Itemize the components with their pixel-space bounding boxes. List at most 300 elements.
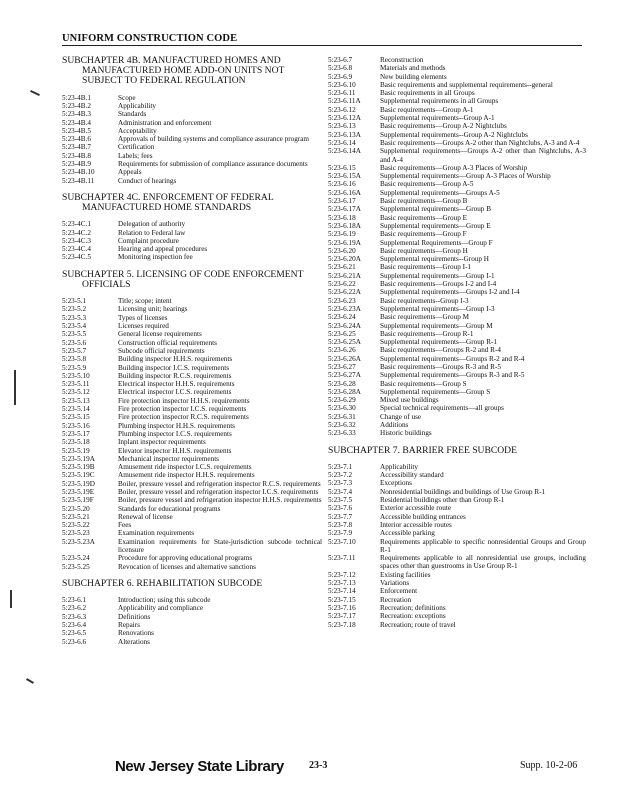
toc-entry [62,388,322,396]
section-number: 5:23-5.23A [62,537,95,546]
section-title: Basic requirements—Group E [380,213,468,222]
subchapter-heading-line: MANUFACTURED HOME ADD-ON UNITS NOT [82,65,285,77]
section-number: 5:23-6.26A [328,354,361,363]
toc-section [62,193,322,262]
section-title: Approvals of building systems and compliance assurance program [118,135,310,144]
section-title: Amusement ride inspector H.H.S. requirements [118,471,255,480]
section-title: Basic requirements—Groups R-3 and R-5 [380,362,501,371]
toc-entry [62,488,322,496]
section-number: 5:23-6.10 [328,80,356,89]
subchapter-heading-line: SUBCHAPTER 4B. MANUFACTURED HOMES AND [62,55,281,66]
section-title: Renewal of license [118,512,173,521]
toc-entry [328,205,586,213]
section-number: 5:23-6.27A [328,371,361,380]
toc-entry [62,397,322,405]
section-title: Supplemental requirements—Groups A-5 [380,188,500,197]
section-number: 5:23-6.18 [328,213,356,222]
section-title: Types of licenses [118,313,168,322]
section-title: Elevator inspector H.H.S. requirements [118,446,232,455]
toc-entry [328,479,586,487]
section-number: 5:23-6.4 [62,621,87,630]
toc-entry [328,355,586,363]
section-title: Boiler, pressure vessel and refrigeration inspector I.C.S. requirements [118,488,319,496]
toc-entry [328,131,586,139]
toc-entry [328,305,586,313]
toc-entry [328,81,586,89]
toc-entry [62,94,322,102]
section-title: Fees [118,521,132,530]
toc-entry [328,222,586,230]
section-number: 5:23-5.19A [62,454,95,463]
section-title: Applicability and compliance [118,604,204,613]
section-number: 5:23-6.28A [328,387,361,396]
subchapter-heading [62,56,322,87]
toc-entry [62,339,322,347]
toc-entry [328,56,586,64]
toc-entry [328,596,586,604]
toc-entry [328,189,586,197]
section-number: 5:23-6.23 [328,296,356,305]
section-number: 5:23-6.22A [328,288,361,297]
toc-entry [62,513,322,521]
section-title: Basic requirements—Group B [380,197,468,206]
section-number: 5:23-6.8 [328,64,353,73]
toc-entry [328,554,586,571]
section-number: 5:23-7.12 [328,570,356,579]
section-number: 5:23-6.17 [328,197,356,206]
section-title: Applicability [118,101,156,110]
section-number: 5:23-7.1 [328,462,353,471]
section-title: Supplemental requirements—Group R-1 [380,338,497,347]
section-number: 5:23-5.16 [62,421,90,430]
section-number: 5:23-5.25 [62,562,90,571]
section-title: Procedure for approving educational programs [118,554,253,563]
subchapter-heading-line: SUBCHAPTER 6. REHABILITATION SUBCODE [62,577,263,589]
section-number: 5:23-4B.11 [62,176,95,185]
section-title: Supplemental requirements--Group A-2 Nightclubs [380,130,528,139]
section-title: Building inspector I.C.S. requirements [118,363,229,372]
section-number: 5:23-6.20A [328,255,361,264]
toc-entry [328,297,586,305]
section-number: 5:23-6.21 [328,263,356,272]
section-title: Licensing unit; hearings [118,305,188,314]
section-number: 5:23-5.10 [62,371,90,380]
toc-entry [328,380,586,388]
section-number: 5:23-5.1 [62,297,87,306]
toc-entry [328,521,586,529]
section-title: Basic requirements—Groups R-2 and R-4 [380,346,501,355]
section-title: Historic buildings [380,429,432,438]
section-number: 5:23-6.15A [328,172,361,181]
section-title: Title; scope; intent [118,297,172,306]
toc-entry [62,496,322,504]
section-title: Accessible building entrances [380,512,466,521]
toc-entry [62,220,322,228]
section-number: 5:23-6.16 [328,180,356,189]
section-title: Existing facilities [380,570,431,579]
section-title: Basic requirements and supplemental requirements--general [380,80,553,89]
section-title: Administration and enforcement [118,118,212,127]
section-title: Building inspector R.C.S. requirements [118,371,232,380]
section-title: Variations [380,579,410,588]
toc-entry [62,347,322,355]
toc-entry [62,538,322,555]
section-number: 5:23-6.29 [328,396,356,405]
toc-entry [62,613,322,621]
section-title: Basic requirements—Group A-3 Places of Worship [380,163,528,172]
toc-entry [328,106,586,114]
toc-entry [328,604,586,612]
section-title: Basic requirements—Group A-2 Nightclubs [380,122,507,131]
section-title: Hearing and appeal procedures [118,245,208,254]
section-number: 5:23-5.21 [62,512,90,521]
section-title: New building elements [380,72,447,81]
section-number: 5:23-6.16A [328,188,361,197]
toc-entry [62,143,322,151]
section-number: 5:23-5.4 [62,322,87,331]
toc-entry [62,330,322,338]
section-number: 5:23-6.26 [328,346,356,355]
section-number: 5:23-6.13 [328,122,356,131]
section-title: Building inspector H.H.S. requirements [118,355,233,364]
section-number: 5:23-5.5 [62,330,87,339]
section-title: Basic requirements—Group R-1 [380,329,474,338]
toc-entry [328,64,586,72]
toc-entry [328,164,586,172]
section-number: 5:23-6.23A [328,304,361,313]
section-number: 5:23-6.9 [328,72,353,81]
toc-entry [328,239,586,247]
section-title: Renovations [118,629,154,638]
toc-entry [328,255,586,263]
scan-mark [30,90,40,96]
section-title: Basic requirements—Groups I-2 and I-4 [380,280,497,289]
header-rule [62,45,582,46]
section-title: Revocation of licenses and alternative sanctions [118,562,256,571]
section-number: 5:23-5.20 [62,504,90,513]
section-number: 5:23-6.25 [328,329,356,338]
toc-entry [328,488,586,496]
toc-entry [62,253,322,261]
section-title: Standards for educational programs [118,504,221,513]
section-title: Delegation of authority [118,220,186,229]
section-title: Supplemental requirements—Groups I-2 and I-4 [380,288,520,297]
toc-entry [328,587,586,595]
section-number: 5:23-7.18 [328,620,356,629]
section-title: Fire protection inspector R.C.S. requirements [118,413,249,422]
section-title: Examination requirements for State-jurisdiction subcode technical licensure [118,537,322,555]
section-number: 5:23-6.2 [62,604,87,613]
footer-page-number: 23-3 [309,760,328,771]
subchapter-heading-line: SUBCHAPTER 5. LICENSING OF CODE ENFORCEMENT [62,268,304,280]
toc-section [62,56,322,185]
section-number: 5:23-6.14 [328,138,356,147]
toc-entry [328,538,586,555]
toc-entry [328,139,586,147]
subchapter-heading-line: SUBJECT TO FEDERAL REGULATION [82,75,246,87]
toc-section [62,270,322,571]
section-title: Basic requirements—Group I-1 [380,263,472,272]
section-title: Requirements applicable to specific nonresidential Groups and Group R-1 [380,537,586,554]
toc-entry [328,471,586,479]
section-number: 5:23-6.19 [328,230,356,239]
section-number: 5:23-6.15 [328,163,356,172]
toc-entry [62,119,322,127]
section-number: 5:23-6.12 [328,105,356,114]
section-number: 5:23-5.24 [62,554,90,563]
section-number: 5:23-6.21A [328,271,361,280]
section-number: 5:23-6.32 [328,421,356,430]
section-number: 5:23-7.7 [328,512,353,521]
section-number: 5:23-6.24 [328,313,356,322]
toc-entry [62,505,322,513]
toc-entry [328,97,586,105]
section-title: Accessibility standard [380,471,444,480]
toc-entry [328,73,586,81]
toc-entry [62,322,322,330]
section-number: 5:23-6.18A [328,221,361,230]
section-title: Recreation; route of travel [380,620,456,629]
section-number: 5:23-6.20 [328,246,356,255]
toc-entry [328,114,586,122]
section-title: Exceptions [380,479,412,488]
section-title: Definitions [118,612,151,621]
subchapter-heading-line: MANUFACTURED HOME STANDARDS [82,202,252,214]
toc-entry [62,596,322,604]
subchapter-heading-line: SUBCHAPTER 4C. ENFORCEMENT OF FEDERAL [62,191,274,203]
scan-mark [26,678,34,684]
toc-entry [62,127,322,135]
toc-entry [62,563,322,571]
section-title: Basic requirements—Groups A-2 other than Nightclubs, A-3 and A-4 [380,138,580,147]
section-title: Standards [118,110,147,119]
toc-entry [328,263,586,271]
section-number: 5:23-6.12A [328,114,361,123]
section-title: Additions [380,421,409,430]
footer-library: New Jersey State Library [115,758,284,775]
toc-entry [62,405,322,413]
page-header-title: UNIFORM CONSTRUCTION CODE [62,33,238,44]
section-number: 5:23-6.11 [328,89,356,98]
subchapter-heading-line: SUBCHAPTER 7. BARRIER FREE SUBCODE [328,444,517,456]
section-title: Supplemental requirements in all Groups [380,97,499,106]
toc-entry [328,322,586,330]
section-number: 5:23-6.31 [328,412,356,421]
toc-entry [328,421,586,429]
section-title: Supplemental requirements--Group H [380,255,489,264]
section-number: 5:23-7.10 [328,537,356,546]
toc-entry [62,245,322,253]
section-number: 5:23-6.30 [328,404,356,413]
section-number: 5:23-4B.2 [62,101,91,110]
toc-entry [328,214,586,222]
section-number: 5:23-5.8 [62,355,87,364]
section-title: Certification [118,143,155,152]
section-title: Basic requirements--Group I-3 [380,296,469,305]
section-number: 5:23-5.19F [62,496,94,505]
toc-section [328,446,586,629]
section-title: Basic requirements—Group M [380,313,470,322]
section-title: Supplemental requirements—Groups A-2 other than Nightclubs, A-3 and A-4 [380,147,586,164]
section-number: 5:23-7.8 [328,520,353,529]
toc-entry [328,89,586,97]
section-number: 5:23-6.25A [328,338,361,347]
section-title: Supplemental Requirements—Group F [380,238,493,247]
toc-entry [62,629,322,637]
toc-entry [62,110,322,118]
toc-entry [328,612,586,620]
section-title: Monitoring inspection fee [118,253,193,262]
toc-entry [328,529,586,537]
toc-entry [62,529,322,537]
section-number: 5:23-6.7 [328,56,353,64]
toc-entry [328,180,586,188]
toc-entry [62,168,322,176]
section-title: Examination requirements [118,529,195,538]
toc-entry [328,197,586,205]
toc-entry [62,314,322,322]
toc-entry [328,363,586,371]
toc-entry [62,463,322,471]
section-title: Basic requirements—Group S [380,379,467,388]
toc-entry [62,521,322,529]
section-number: 5:23-4C.2 [62,228,91,237]
section-number: 5:23-7.11 [328,554,356,563]
section-number: 5:23-5.11 [62,380,90,389]
section-title: Enforcement [380,587,418,596]
section-title: Relation to Federal law [118,228,186,237]
section-title: Exterior accessible route [380,504,452,513]
section-title: Supplemental requirements—Group B [380,205,491,214]
section-number: 5:23-4B.7 [62,143,91,152]
section-number: 5:23-4B.10 [62,168,95,177]
toc-entry [328,429,586,437]
section-number: 5:23-5.13 [62,396,90,405]
toc-entry [62,455,322,463]
section-number: 5:23-5.19D [62,479,95,488]
scan-mark [14,370,16,405]
section-number: 5:23-6.14A [328,147,361,156]
toc-entry [62,471,322,479]
section-title: Boiler, pressure vessel and refrigeration inspector R.C.S. requirements [118,479,321,488]
section-title: Repairs [118,621,140,630]
section-title: Complaint procedure [118,236,179,245]
toc-entry [328,147,586,164]
toc-entry [62,160,322,168]
section-number: 5:23-7.16 [328,603,356,612]
toc-entry [328,247,586,255]
section-number: 5:23-4B.6 [62,135,91,144]
section-title: Recreation: exceptions [380,612,446,621]
section-title: Accessible parking [380,529,435,538]
section-title: Plumbing inspector H.H.S. requirements [118,421,235,430]
section-title: Electrical inspector I.C.S. requirements [118,388,232,397]
toc-entry [328,404,586,412]
section-number: 5:23-7.6 [328,504,353,513]
toc-entry [62,438,322,446]
section-number: 5:23-4B.1 [62,93,91,102]
toc-entry [328,313,586,321]
footer-supplement: Supp. 10-2-06 [520,760,578,771]
section-number: 5:23-5.19B [62,463,95,472]
section-title: Alterations [118,637,150,646]
section-title: Supplemental requirements—Group M [380,321,493,330]
section-number: 5:23-4C.3 [62,236,91,245]
section-title: Nonresidential buildings and buildings of Use Group R-1 [380,487,546,496]
section-number: 5:23-4B.9 [62,159,91,168]
toc-entry [62,422,322,430]
section-title: Inplant inspector requirements [118,438,206,447]
section-number: 5:23-4B.8 [62,151,91,160]
section-title: Applicability [380,462,418,471]
toc-entry [62,621,322,629]
section-number: 5:23-7.13 [328,579,356,588]
section-title: Requirements for submission of compliance assurance documents [118,159,308,168]
section-number: 5:23-6.27 [328,362,356,371]
section-title: Conduct of hearings [118,176,177,185]
section-title: Basic requirements in all Groups [380,89,475,98]
toc-entry [62,480,322,488]
section-title: Recreation [380,595,412,604]
section-number: 5:23-7.4 [328,487,353,496]
section-title: Amusement ride inspector I.C.S. requirements [118,463,252,472]
subchapter-heading [62,579,322,589]
section-title: Recreation; definitions [380,603,446,612]
section-title: Supplemental requirements—Group I-1 [380,271,495,280]
toc-entry [328,621,586,629]
subchapter-heading [328,446,586,456]
section-title: Introduction; using this subcode [118,596,211,605]
toc-entry [328,413,586,421]
section-number: 5:23-6.33 [328,429,356,438]
section-title: Supplemental requirements—Groups R-3 and R-5 [380,371,525,380]
section-number: 5:23-5.19E [62,488,95,496]
toc-entry [328,513,586,521]
scan-mark [10,590,12,608]
section-number: 5:23-6.17A [328,205,361,214]
toc-entry [328,346,586,354]
right-column [328,56,586,637]
section-number: 5:23-4B.5 [62,126,91,135]
toc-entry [328,280,586,288]
subchapter-heading-line: OFFICIALS [82,278,131,290]
section-number: 5:23-5.9 [62,363,87,372]
toc-entry [62,554,322,562]
toc-entry [328,396,586,404]
section-number: 5:23-6.24A [328,321,361,330]
toc-entry [62,229,322,237]
toc-entry [62,430,322,438]
toc-entry [328,172,586,180]
section-number: 5:23-5.6 [62,338,87,347]
section-number: 5:23-7.3 [328,479,353,488]
section-title: Interior accessible routes [380,520,452,529]
section-number: 5:23-7.14 [328,587,356,596]
section-number: 5:23-4C.1 [62,220,91,229]
section-number: 5:23-5.17 [62,429,90,438]
toc-entry [62,380,322,388]
section-title: Basic requirements—Group H [380,246,468,255]
toc-entry [62,102,322,110]
toc-entry [62,297,322,305]
toc-entry [62,364,322,372]
section-number: 5:23-5.15 [62,413,90,422]
toc-entry [62,604,322,612]
toc-section [62,579,322,646]
section-number: 5:23-7.5 [328,496,353,505]
toc-entry [328,463,586,471]
section-number: 5:23-6.22 [328,280,356,289]
